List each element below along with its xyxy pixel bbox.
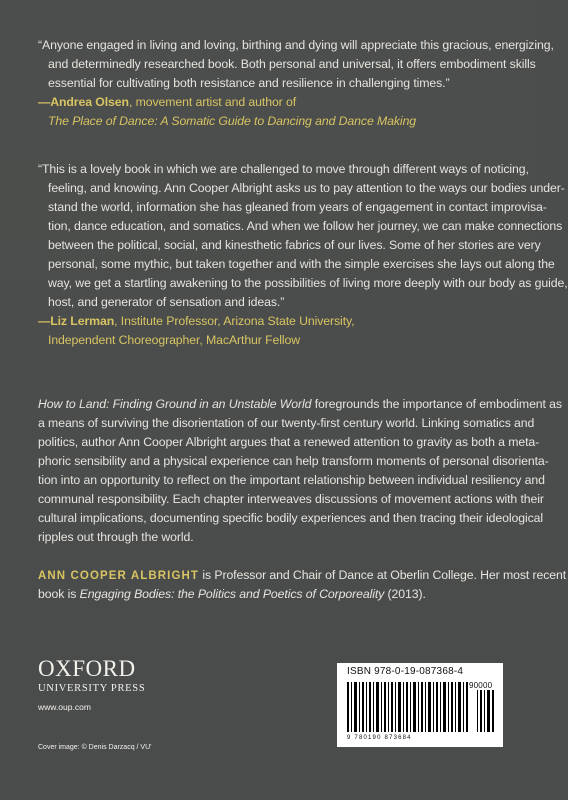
description-book-title: How to Land: Finding Ground in an Unstable World (38, 397, 312, 411)
description-line: phoric sensibility and a physical experience can help transform moments of personal disorienta- (38, 454, 549, 468)
blurb-line: and determinedly researched book. Both personal and universal, it offers embodiment skills (48, 57, 536, 71)
description-line (38, 395, 562, 414)
blurb-line: tion, dance education, and somatics. And when we follow her journey, we can make connections (48, 219, 563, 233)
description-text: foregrounds the importance of embodiment as (311, 397, 562, 411)
isbn-barcode (347, 682, 470, 732)
attribution-title: , Institute Professor, Arizona State University, (114, 314, 355, 328)
cover-image-credit: Cover image: © Denis Darzacq / VU' (38, 744, 152, 751)
blurb-quote-lerman (38, 160, 568, 350)
blurb-line: feeling, and knowing. Ann Cooper Albright asks us to pay attention to the ways our bodies under- (48, 181, 565, 195)
bio-suffix: (2013). (384, 587, 426, 601)
publisher-subtitle: UNIVERSITY PRESS (38, 683, 146, 694)
barcode-number: 9 780190 873684 (347, 735, 412, 741)
blurb-quote-olsen (38, 36, 554, 131)
attribution-name: —Andrea Olsen (38, 95, 129, 109)
blurb-line: between the political, social, and kinesthetic fabrics of our lives. Some of her stories are very (48, 238, 541, 252)
publisher-logo (38, 657, 145, 696)
attribution-name: —Liz Lerman (38, 314, 115, 328)
publisher-name: OXFORD (38, 656, 136, 681)
blurb-line: essential for cultivating both resistance and resilience in challenging times.” (48, 76, 450, 90)
blurb-attribution-lerman (38, 312, 516, 331)
description-line: ripples out through the world. (38, 530, 194, 544)
attribution-title-second: Independent Choreographer, MacArthur Fellow (48, 333, 301, 347)
description-line: tion into an opportunity to reflect on the important relationship between individual resiliency and (38, 473, 545, 487)
blurb-line: host, and generator of sensation and ideas.” (48, 295, 285, 309)
attribution-title: , movement artist and author of (128, 95, 297, 109)
price-addon-barcode (477, 690, 495, 732)
isbn-label: ISBN 978-0-19-087368-4 (347, 666, 464, 677)
bio-line (38, 566, 567, 585)
blurb-line: personal, some mythic, but taken together and with the simple exercises she lays out along the (48, 257, 555, 271)
barcode-panel (337, 663, 503, 747)
blurb-line: way, we get a startling awakening to the possibilities of living more deeply with our body as guide, (48, 276, 568, 290)
bio-text: is Professor and Chair of Dance at Oberlin College. Her most recent (199, 568, 567, 582)
barcode-addon-label: 90000 (469, 681, 493, 690)
author-name: ANN COOPER ALBRIGHT (38, 570, 200, 582)
book-description (38, 395, 562, 547)
bio-prefix: book is (38, 587, 80, 601)
description-line: a means of surviving the disorientation of our twenty-first century world. Linking somatics and (38, 416, 535, 430)
attribution-book-title: The Place of Dance: A Somatic Guide to Dancing and Dance Making (48, 114, 417, 128)
author-bio (38, 566, 567, 604)
description-line: politics, author Ann Cooper Albright argues that a renewed attention to gravity as both a meta- (38, 435, 540, 449)
blurb-line: “Anyone engaged in living and loving, birthing and dying will appreciate this gracious, energizing, (38, 38, 554, 52)
blurb-line: “This is a lovely book in which we are challenged to move through different ways of noticing, (38, 162, 529, 176)
description-line: cultural implications, documenting specific bodily experiences and then tracing their ideological (38, 511, 544, 525)
bio-line (38, 585, 516, 604)
bio-book-title: Engaging Bodies: the Politics and Poetics of Corporeality (79, 587, 385, 601)
blurb-line: stand the world, information she has gleaned from years of engagement in contact improvisa- (48, 200, 547, 214)
description-line: communal responsibility. Each chapter interweaves discussions of movement actions with their (38, 492, 544, 506)
blurb-attribution-olsen (38, 93, 516, 112)
publisher-website: www.oup.com (38, 702, 91, 712)
